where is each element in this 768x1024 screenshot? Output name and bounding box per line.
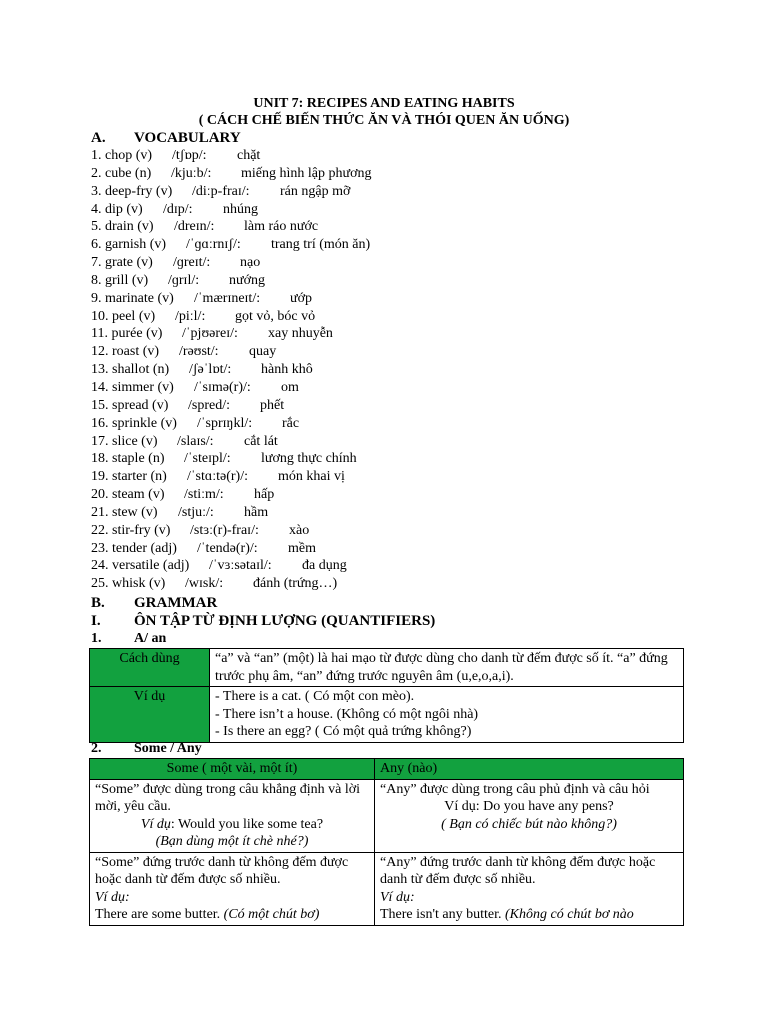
row2-some-text: “Some” đứng trước danh từ không đếm được hoặc danh từ đếm được số nhiều. [95,854,349,887]
row2-any-example-label: Ví dụ: [380,889,415,905]
vocab-word: 22. stir-fry (v) [91,522,171,538]
row2-some-example [95,906,369,924]
example-translation: (Có một chút bơ) [223,907,320,922]
vocab-ipa: /stiːm/: [184,487,224,503]
row2-any-text: “Any” đứng trước danh từ không đếm được hoặc danh từ đếm được số nhiều. [380,854,656,887]
example-cell [210,687,684,743]
vocab-ipa: /ˈtendə(r)/: [197,540,258,556]
row1-some-example [95,816,369,834]
vocab-word: 21. stew (v) [91,504,158,520]
vocab-word: 15. spread (v) [91,397,169,413]
vocab-word: 1. chop (v) [91,148,153,163]
section-i-heading [91,612,435,630]
section-b-number: B. [91,595,105,611]
vocab-meaning: ướp [290,290,312,306]
vocab-ipa: /ʃəˈlɒt/: [189,362,232,378]
row2-any-cell [375,852,684,925]
vocab-word: 20. steam (v) [91,487,165,503]
example-sentence: : Would you like some tea? [170,816,324,832]
table-row [90,779,684,852]
vocab-ipa: /ˈpjʊəreɪ/: [182,326,238,342]
vocab-meaning: lương thực chính [261,451,357,467]
row1-any-example: Ví dụ: Do you have any pens? [444,799,614,814]
vocab-meaning: chặt [237,148,261,163]
vocab-ipa: /piːl/: [175,308,206,324]
table-row [90,852,684,925]
section-1-heading [91,630,166,648]
example-line: - There isn’t a house. (Không có một ngôi nhà) [215,706,479,722]
vocab-ipa: /rəʊst/: [179,344,219,360]
vocab-ipa: /ɡreɪt/: [173,255,211,271]
vocab-word: 24. versatile (adj) [91,558,190,574]
vocab-ipa: /ˈmærɪneɪt/: [194,290,261,306]
vocab-word: 12. roast (v) [91,344,160,360]
vocab-meaning: nhúng [223,201,258,217]
row2-some-cell [90,852,375,925]
row1-any-cell [375,779,684,852]
vocab-ipa: /ˈsɪmə(r)/: [194,379,251,395]
example-line: - Is there an egg? ( Có một quả trứng không?) [215,724,472,739]
vocab-ipa: /kjuːb/: [171,165,212,181]
section-2-number: 2. [91,741,102,756]
vocab-ipa: /stɜː(r)-fraɪ/: [190,522,259,538]
vocab-meaning: xào [289,522,310,538]
vocab-word: 9. marinate (v) [91,290,174,306]
vocab-meaning: quay [249,344,277,360]
usage-text-cell: “a” và “an” (một) là hai mạo từ được dùng cho danh từ đếm được số ít. “a” đứng trước phụ âm, “an” đứng trước nguyên âm (u,e,o,a,i). [210,649,684,687]
vocab-meaning: phết [260,397,285,413]
usage-label-cell: Cách dùng [90,649,210,687]
vocab-ipa: /ˈvɜːsətaɪl/: [209,558,272,574]
vocab-meaning: làm ráo nước [244,219,319,235]
vocab-word: 13. shallot (n) [91,362,170,378]
section-2-label: Some / Any [134,741,202,756]
vocab-ipa: /diːp-fraɪ/: [192,183,250,199]
vocab-ipa: /dreɪn/: [174,219,215,235]
example-label-cell: Ví dụ [90,687,210,743]
row1-any-text: “Any” được dùng trong câu phủ định và câu hỏi [380,781,650,797]
table-row [90,687,684,743]
vocab-word: 2. cube (n) [91,165,152,181]
vocab-ipa: /ˈsprɪŋkl/: [197,415,253,431]
table-row [90,649,684,687]
section-a-number: A. [91,130,106,146]
vocab-meaning: xay nhuyễn [268,326,333,342]
vocab-ipa: /spred/: [188,397,230,413]
vocab-meaning: cắt lát [244,433,278,449]
vocab-word: 18. staple (n) [91,451,165,467]
vocab-ipa: /wɪsk/: [185,576,224,592]
vocab-meaning: nạo [240,255,261,271]
vocab-word: 6. garnish (v) [91,237,167,253]
vocab-ipa: /ɡrɪl/: [168,272,200,288]
row1-some-translation: (Bạn dùng một ít chè nhé?) [155,834,309,849]
vocab-ipa: /ˈɡɑːrnɪʃ/: [186,237,241,253]
vocab-ipa: /dɪp/: [163,201,193,217]
section-i-label: ÔN TẬP TỪ ĐỊNH LƯỢNG (QUANTIFIERS) [134,613,436,629]
example-translation: (Không có chút bơ nào [505,907,634,922]
example-label: Ví dụ [140,816,171,832]
vocab-word: 23. tender (adj) [91,540,177,556]
vocab-meaning: hấp [254,487,275,503]
vocab-ipa: /tʃɒp/: [172,148,207,163]
section-b-label: GRAMMAR [134,595,218,611]
vocab-word: 5. drain (v) [91,219,154,235]
vocab-ipa: /ˈsteɪpl/: [184,451,231,467]
vocab-word: 17. slice (v) [91,433,158,449]
vocab-word: 3. deep-fry (v) [91,183,173,199]
row1-some-text: “Some” được dùng trong câu khẳng định và lời mời, yêu cầu. [95,781,361,814]
header-any: Any (nào) [375,759,684,780]
section-2-heading [91,740,202,758]
table-header-row [90,759,684,780]
vocab-ipa: /stjuː/: [178,504,214,520]
section-1-number: 1. [91,631,102,646]
vocab-word: 16. sprinkle (v) [91,415,177,431]
vocab-word: 7. grate (v) [91,255,153,271]
vocab-meaning: rắc [282,415,300,431]
vocab-word: 14. simmer (v) [91,379,174,395]
vocab-ipa: /slaɪs/: [177,433,214,449]
row2-any-example [380,906,678,924]
vocab-word: 8. grill (v) [91,272,149,288]
row2-some-example-label: Ví dụ: [95,889,130,905]
vocab-ipa: /ˈstɑːtə(r)/: [187,469,248,485]
section-a-label: VOCABULARY [134,130,241,146]
vocab-meaning: miếng hình lập phương [241,165,372,181]
vocab-meaning: nướng [229,272,265,288]
vocab-meaning: rán ngập mỡ [280,183,351,199]
vocab-meaning: đánh (trứng…) [253,576,338,592]
section-1-label: A/ an [134,631,167,646]
vocab-word: 11. purée (v) [91,326,163,342]
section-b-heading [91,594,217,612]
vocab-word: 19. starter (n) [91,469,167,485]
vocab-meaning: đa dụng [302,558,347,574]
vocab-meaning: gọt vỏ, bóc vỏ [235,308,316,324]
row1-any-translation: ( Bạn có chiếc bút nào không?) [441,816,617,832]
row1-some-cell [90,779,375,852]
example-line: - There is a cat. ( Có một con mèo). [215,689,415,704]
some-any-table [89,758,684,926]
vocab-word: 25. whisk (v) [91,576,166,592]
section-a-heading [91,129,241,147]
vocab-word: 4. dip (v) [91,201,143,217]
unit-subtitle: ( CÁCH CHẾ BIẾN THỨC ĂN VÀ THÓI QUEN ĂN UỐNG) [198,113,570,128]
example-sentence: There are some butter. [95,907,224,922]
example-sentence: There isn't any butter. [380,907,505,922]
vocab-meaning: om [281,379,299,395]
section-i-number: I. [91,613,101,629]
vocab-meaning: trang trí (món ăn) [271,237,371,253]
unit-title: UNIT 7: RECIPES AND EATING HABITS [253,96,515,111]
vocab-meaning: mềm [288,540,316,556]
vocab-meaning: hành khô [261,362,313,378]
vocab-meaning: món khai vị [278,469,345,485]
vocab-word: 10. peel (v) [91,308,156,324]
a-an-table [89,648,684,743]
vocab-meaning: hầm [244,504,269,520]
header-some: Some ( một vài, một ít) [90,759,375,780]
